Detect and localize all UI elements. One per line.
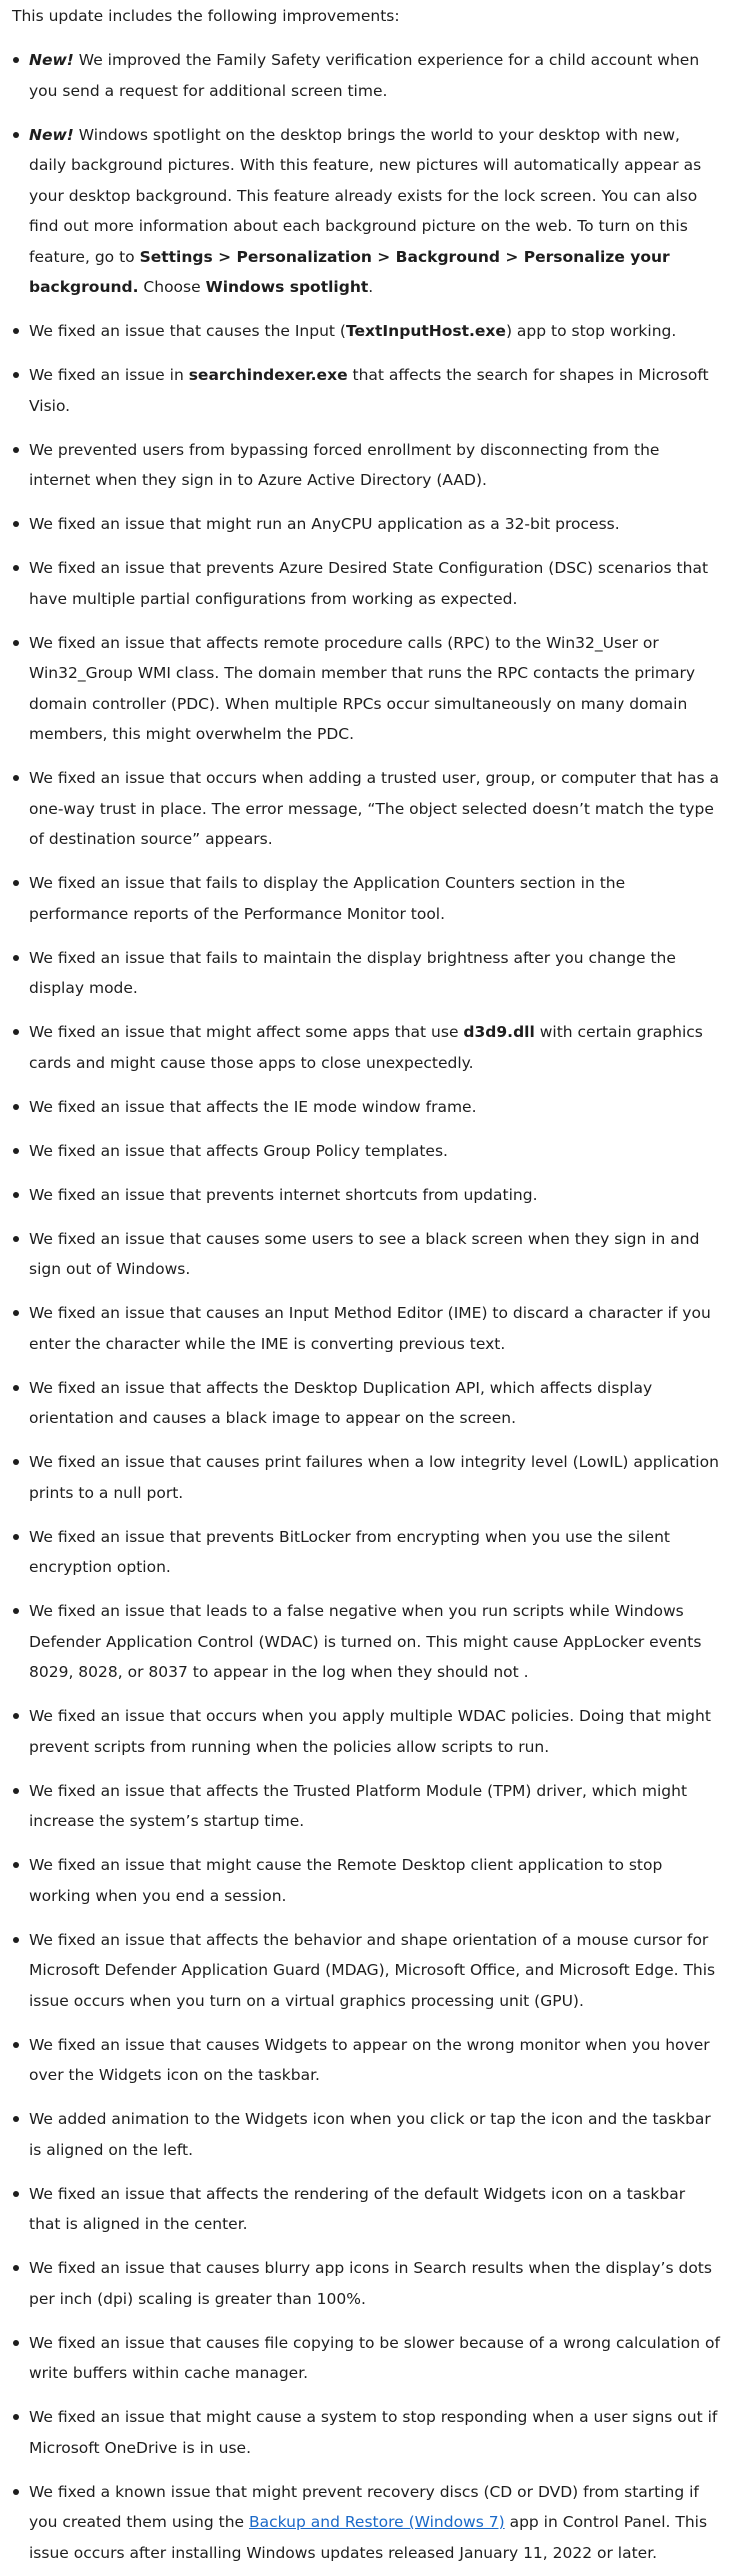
item-text: We fixed an issue that causes an Input Method Editor (IME) to discard a character if you enter the character while the IME is converting previous text. (29, 1304, 711, 1353)
item-text: We fixed an issue that might cause a system to stop responding when a user signs out if Microsoft OneDrive is in use. (29, 2408, 717, 2457)
item-text: We fixed an issue that causes Widgets to appear on the wrong monitor when you hover over the Widgets icon on the taskbar. (29, 2036, 710, 2085)
list-item (12, 1092, 721, 1123)
item-text: We fixed an issue that affects remote procedure calls (RPC) to the Win32_User or Win32_Group WMI class. The domain member that runs the RPC contacts the primary domain controller (PDC). When multiple RPCs occur simultaneously on many domain members, this might overwhelm the PDC. (29, 634, 695, 744)
list-item (12, 120, 721, 303)
item-text: We fixed an issue that causes file copying to be slower because of a wrong calculation of write buffers within cache manager. (29, 2334, 720, 2383)
list-item (12, 1180, 721, 1211)
item-text: We fixed an issue that affects the behavior and shape orientation of a mouse cursor for Microsoft Defender Application Guard (MDAG), Microsoft Office, and Microsoft Edge. This issue occurs when you turn on a virtual graphics processing unit (GPU). (29, 1931, 715, 2010)
item-text: We fixed an issue that occurs when you apply multiple WDAC policies. Doing that might prevent scripts from running when the policies allow scripts to run. (29, 1707, 711, 1756)
item-text: We added animation to the Widgets icon when you click or tap the icon and the taskbar is aligned on the left. (29, 2110, 711, 2159)
list-item (12, 2253, 721, 2314)
file-name: searchindexer.exe (189, 366, 348, 384)
item-text: Choose (139, 278, 206, 296)
item-text: We prevented users from bypassing forced enrollment by disconnecting from the internet when they sign in to Azure Active Directory (AAD). (29, 441, 659, 490)
new-badge: New! (29, 126, 74, 144)
item-text: We fixed an issue that causes blurry app icons in Search results when the display’s dots per inch (dpi) scaling is greater than 100%. (29, 2259, 712, 2308)
list-item (12, 628, 721, 750)
spotlight-option: Windows spotlight (206, 278, 369, 296)
list-item (12, 1776, 721, 1837)
item-text: Windows spotlight on the desktop brings the world to your desktop with new, daily background pictures. With this feature, new pictures will automatically appear as your desktop background. This feature already exists for the lock screen. You can also find out more information about each background picture on the web. To turn on this feature, go to (29, 126, 701, 266)
list-item (12, 1447, 721, 1508)
item-text: We fixed an issue that might affect some apps that use (29, 1023, 463, 1041)
item-text: that affects the search for shapes in Microsoft Visio. (29, 366, 709, 415)
intro-text: This update includes the following improvements: (12, 5, 721, 28)
list-item (12, 1017, 721, 1078)
list-item (12, 2328, 721, 2389)
item-text: We fixed an issue that prevents BitLocker from encrypting when you use the silent encryption option. (29, 1528, 670, 1577)
list-item (12, 435, 721, 496)
list-item (12, 1224, 721, 1285)
item-text: We fixed an issue that prevents internet shortcuts from updating. (29, 1186, 538, 1204)
list-item (12, 1701, 721, 1762)
item-text: with certain graphics cards and might cause those apps to close unexpectedly. (29, 1023, 703, 1072)
list-item (12, 1925, 721, 2017)
item-text: We fixed an issue that affects Group Policy templates. (29, 1142, 448, 1160)
item-text: We fixed an issue that affects the IE mode window frame. (29, 1098, 477, 1116)
list-item (12, 509, 721, 540)
list-item (12, 1850, 721, 1911)
item-text: We fixed an issue that causes print failures when a low integrity level (LowIL) application prints to a null port. (29, 1453, 719, 1502)
item-text: We fixed an issue in (29, 366, 189, 384)
item-text: We fixed an issue that affects the Desktop Duplication API, which affects display orientation and causes a black image to appear on the screen. (29, 1379, 652, 1428)
item-text: We fixed an issue that leads to a false negative when you run scripts while Windows Defender Application Control (WDAC) is turned on. This might cause AppLocker events 8029, 8028, or 8037 to appear in the log when they should not . (29, 1602, 701, 1681)
item-text: We fixed an issue that affects the rendering of the default Widgets icon on a taskbar that is aligned in the center. (29, 2185, 685, 2234)
new-badge: New! (29, 51, 74, 69)
item-text: We fixed an issue that causes some users to see a black screen when they sign in and sign out of Windows. (29, 1230, 699, 1279)
list-item (12, 360, 721, 421)
list-item (12, 45, 721, 106)
list-item (12, 2477, 721, 2568)
item-text: . (368, 278, 373, 296)
item-text: We fixed an issue that causes the Input ( (29, 322, 346, 340)
file-name: TextInputHost.exe (346, 322, 506, 340)
list-item (12, 1136, 721, 1167)
item-text: app in Control Panel. This issue occurs after installing Windows updates released January 11, 2022 or later. (29, 2513, 707, 2562)
list-item (12, 2104, 721, 2165)
improvements-list (12, 45, 721, 2568)
list-item (12, 1373, 721, 1434)
list-item (12, 2179, 721, 2240)
list-item (12, 763, 721, 855)
list-item (12, 868, 721, 929)
item-text: We improved the Family Safety verification experience for a child account when you send a request for additional screen time. (29, 51, 699, 100)
item-text: We fixed an issue that affects the Trusted Platform Module (TPM) driver, which might increase the system’s startup time. (29, 1782, 687, 1831)
item-text: We fixed an issue that might cause the Remote Desktop client application to stop working when you end a session. (29, 1856, 662, 1905)
item-text: We fixed a known issue that might prevent recovery discs (CD or DVD) from starting if you created them using the (29, 2483, 699, 2532)
list-item (12, 1522, 721, 1583)
list-item (12, 1298, 721, 1359)
list-item (12, 2402, 721, 2463)
backup-restore-link[interactable]: Backup and Restore (Windows 7) (249, 2513, 505, 2531)
item-text: We fixed an issue that occurs when adding a trusted user, group, or computer that has a one-way trust in place. The error message, “The object selected doesn’t match the type of destination source” appears. (29, 769, 719, 848)
settings-path: Settings > Personalization > Background > Personalize your background. (29, 248, 670, 297)
item-text: We fixed an issue that might run an AnyCPU application as a 32-bit process. (29, 515, 620, 533)
list-item (12, 316, 721, 347)
item-text: We fixed an issue that prevents Azure Desired State Configuration (DSC) scenarios that have multiple partial configurations from working as expected. (29, 559, 708, 608)
item-text: We fixed an issue that fails to display the Application Counters section in the performance reports of the Performance Monitor tool. (29, 874, 625, 923)
list-item (12, 943, 721, 1004)
list-item (12, 553, 721, 614)
item-text: ) app to stop working. (506, 322, 676, 340)
list-item (12, 1596, 721, 1688)
list-item (12, 2030, 721, 2091)
item-text: We fixed an issue that fails to maintain the display brightness after you change the display mode. (29, 949, 676, 998)
file-name: d3d9.dll (463, 1023, 534, 1041)
